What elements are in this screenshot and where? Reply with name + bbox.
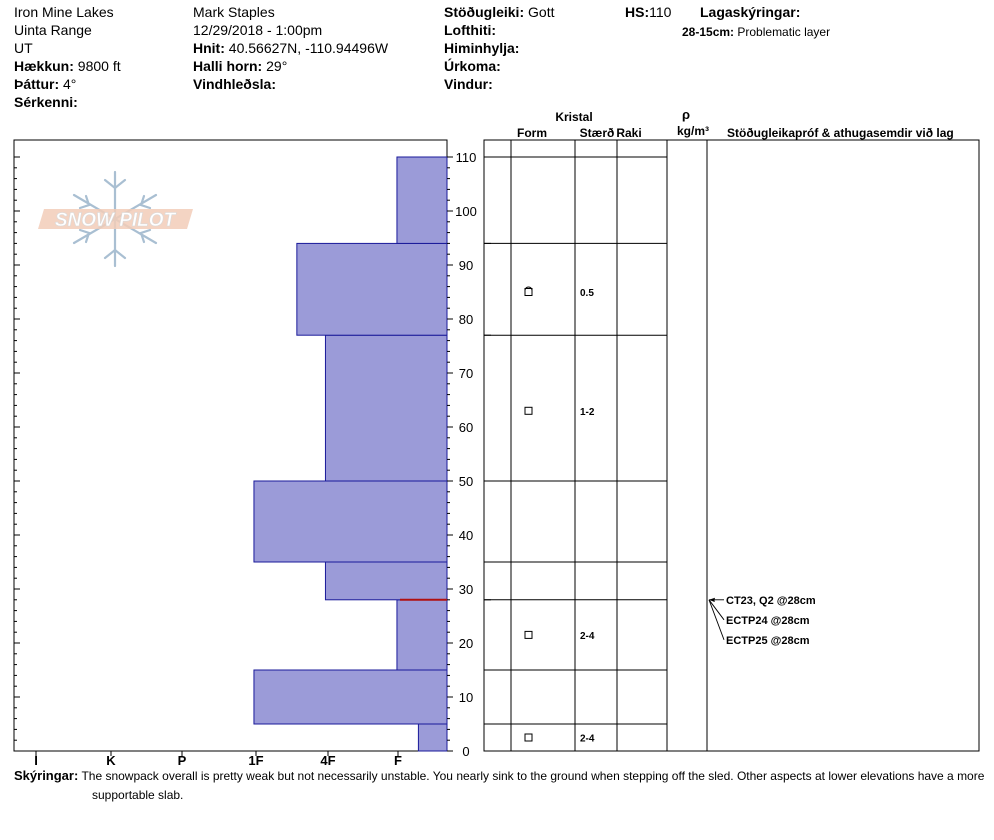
depth-label: 50 — [458, 474, 474, 489]
depth-label: 20 — [458, 636, 474, 651]
hardness-bar-2 — [397, 600, 447, 670]
legend-title: Lagaskýringar: — [700, 4, 801, 20]
layer-table-frame — [484, 140, 979, 751]
crystal-square — [525, 289, 532, 296]
depth-label: 0 — [462, 744, 470, 759]
observer-name: Mark Staples — [193, 4, 275, 20]
crystal-square — [525, 631, 532, 638]
state-name: UT — [14, 40, 33, 56]
crystal-size: 2-4 — [580, 630, 595, 642]
sky-label: Himinhylja: — [444, 40, 520, 56]
aspect-value: 4° — [63, 76, 77, 92]
depth-label: 40 — [458, 528, 474, 543]
hardness-bar-1 — [254, 670, 447, 724]
legend-text: Problematic layer — [737, 25, 831, 39]
hardness-bar-0 — [418, 724, 447, 751]
notes-section — [14, 766, 992, 805]
tests-header: Stöðugleikapróf & athugasemdir við lag — [727, 126, 954, 140]
test-arrow — [709, 600, 724, 640]
precip-label: Úrkoma: — [444, 58, 501, 74]
date-time: 12/29/2018 - 1:00pm — [193, 22, 323, 38]
stability-tests — [709, 595, 816, 647]
slope-label: Halli horn: — [193, 58, 263, 74]
legend-key: 28-15cm: — [682, 25, 735, 39]
range-name: Uinta Range — [14, 22, 92, 38]
size-header: Stærð — [579, 126, 615, 140]
hardness-bar-3 — [325, 562, 447, 600]
coords-value: 40.56627N, -110.94496W — [228, 40, 389, 56]
hs-label: HS: — [625, 4, 650, 20]
hardness-label: F — [394, 753, 402, 768]
crystal-faceted-icon — [525, 407, 532, 414]
hardness-bar-5 — [325, 335, 447, 481]
depth-label: 60 — [458, 420, 474, 435]
location-name: Iron Mine Lakes — [14, 4, 114, 20]
hardness-bar-6 — [297, 243, 447, 335]
hardness-bar-7 — [397, 157, 447, 243]
depth-label: 10 — [458, 690, 474, 705]
hs-value: 110 — [649, 4, 672, 20]
kristal-header: Kristal — [555, 110, 593, 124]
snowpilot-logo-text: SNOW PILOT — [54, 210, 176, 231]
elevation-label: Hækkun: — [14, 58, 74, 74]
wind-label: Vindur: — [444, 76, 493, 92]
crystal-square — [525, 734, 532, 741]
hardness-label: I — [34, 753, 38, 768]
depth-label: 90 — [458, 258, 474, 273]
crystal-faceted-rounded-icon — [525, 287, 532, 296]
wind-loading-label: Vindhleðsla: — [193, 76, 276, 92]
depth-label: 70 — [458, 366, 474, 381]
notes-text-line1: The snowpack overall is pretty weak but not necessarily unstable. You nearly sink to the ground when stepping off the sled. Other aspects at lower elevations have a more — [81, 769, 985, 783]
specifics-label: Sérkenni: — [14, 94, 78, 110]
hardness-bars — [254, 157, 447, 751]
hardness-label: P — [177, 753, 187, 768]
test-label: ECTP25 @28cm — [726, 634, 810, 647]
air-temp-label: Lofthiti: — [444, 22, 497, 38]
slope-value: 29° — [266, 58, 288, 74]
coords-label: Hnit: — [193, 40, 225, 56]
stability-label: Stöðugleiki: — [444, 4, 525, 20]
aspect-label: Þáttur: — [14, 76, 60, 92]
crystal-faceted-icon — [525, 734, 532, 741]
notes-label: Skýringar: — [14, 768, 79, 783]
snowpilot-logo — [38, 172, 193, 266]
test-arrow — [709, 600, 724, 620]
hardness-label: 4F — [320, 753, 336, 768]
depth-label: 80 — [458, 312, 474, 327]
crystal-faceted-icon — [525, 631, 532, 638]
test-label: ECTP24 @28cm — [726, 614, 810, 627]
form-header: Form — [517, 126, 547, 140]
crystal-entries — [525, 287, 595, 745]
notes-text-line2: supportable slab. — [92, 788, 184, 802]
hardness-label: K — [106, 753, 116, 768]
crystal-size: 0.5 — [580, 288, 594, 299]
depth-label: 110 — [455, 150, 477, 165]
hardness-bar-4 — [254, 481, 447, 562]
test-label: CT23, Q2 @28cm — [726, 594, 816, 607]
depth-label: 100 — [455, 204, 477, 219]
crystal-size: 2-4 — [580, 733, 595, 745]
crystal-square — [525, 407, 532, 414]
hardness-label: 1F — [248, 753, 264, 768]
moisture-header: Raki — [616, 126, 642, 140]
density-symbol: ρ — [681, 107, 691, 122]
depth-label: 30 — [458, 582, 474, 597]
stability-value: Gott — [528, 4, 555, 20]
density-unit: kg/m³ — [676, 124, 710, 138]
elevation-value: 9800 ft — [77, 58, 121, 74]
crystal-size: 1-2 — [580, 406, 595, 418]
